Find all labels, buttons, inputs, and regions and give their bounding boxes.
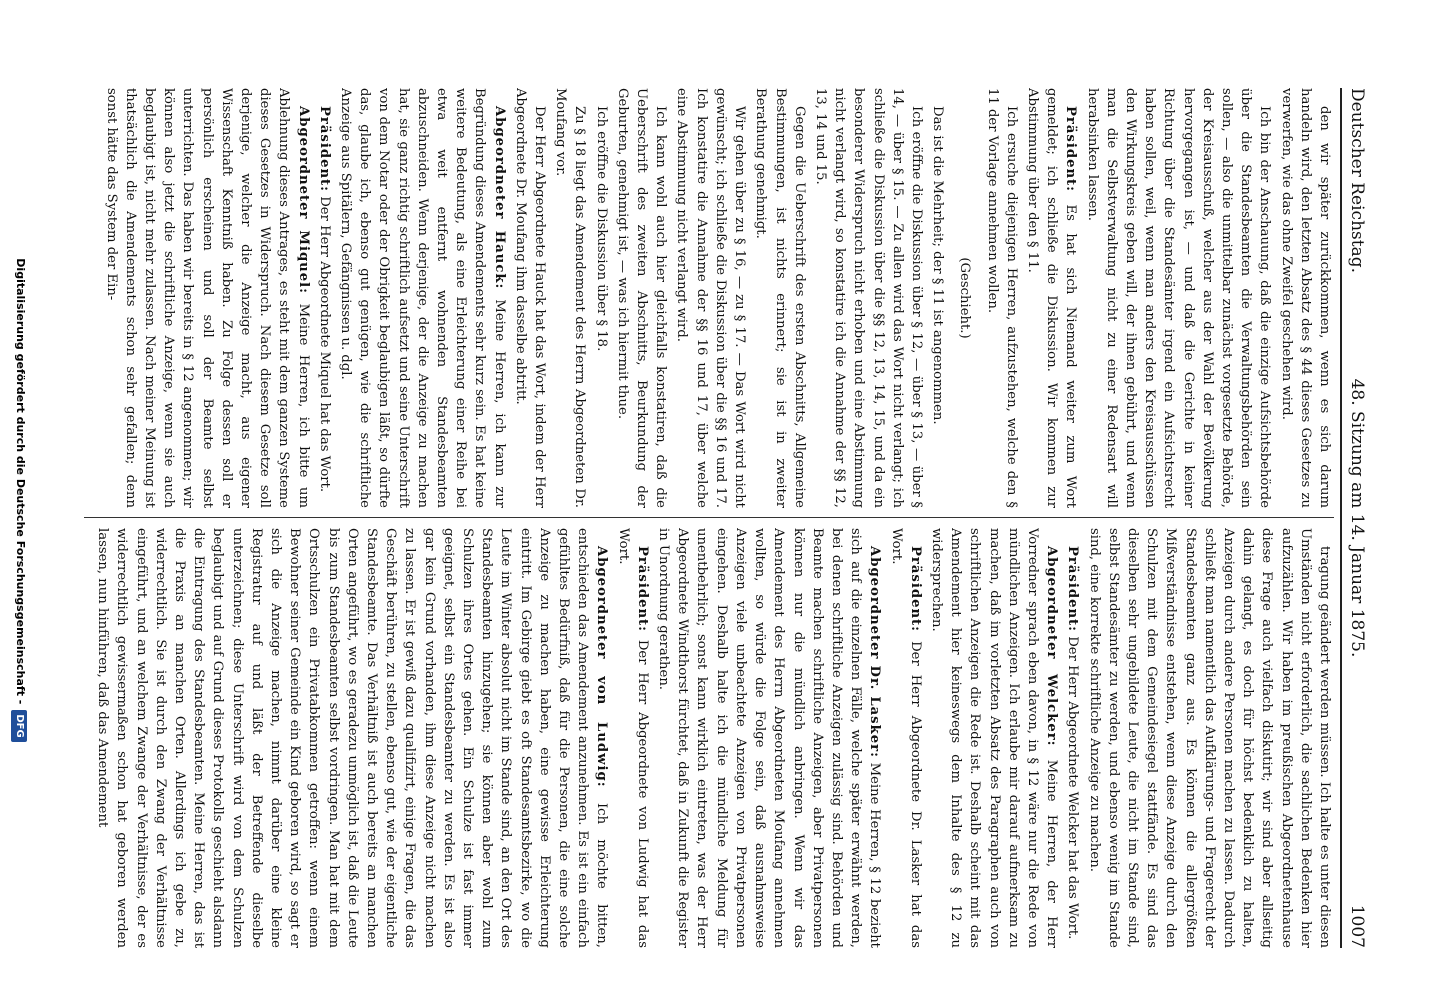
paragraph bbox=[591, 88, 610, 508]
speaker-name: Präsident: bbox=[1065, 546, 1081, 633]
speaker-name: Abgeordneter Miquel: bbox=[295, 106, 311, 295]
paragraph-text: Zu § 18 liegt das Amendement des Herrn Abgeordneten Dr. Moufang vor. bbox=[553, 88, 588, 508]
paragraph bbox=[928, 88, 947, 508]
header-session: 48. Sitzung am 14. Januar 1875. bbox=[1347, 378, 1367, 658]
header-publication: Deutscher Reichstag. bbox=[1347, 88, 1367, 273]
credit-text: Digitalisierung gefördert durch die Deutsche Forschungsgemeinschaft - bbox=[14, 258, 27, 705]
paragraph-text: Das ist die Mehrheit; der § 11 ist angenommen. bbox=[930, 106, 946, 425]
paragraph-text: Der Herr Abgeordnete Hauck hat das Wort, indem der Herr Abgeordnete Dr. Moufang ihm dasselbe abtritt. bbox=[512, 88, 548, 508]
paragraph-text: Ich eröffne die Diskussion über § 18. bbox=[593, 106, 609, 352]
right-text-column bbox=[84, 528, 1334, 948]
paragraph-text: Meine Herren, der Herr Vorredner sprach eben davon, in § 12 wäre nur die Rede von mündlichen Anzeigen. Ich erlaube mir darauf aufmerksam zu machen, daß im vorletzten Absatz des Paragraphen auch von schriftlichen Anzeigen die Rede ist. Deshalb scheint mit das Amendement hier keineswegs dem Inhalte des § 12 zu widersprechen. bbox=[928, 528, 1060, 948]
paragraph-text: Der Herr Abgeordnete Welcker hat das Wort. bbox=[1065, 636, 1081, 940]
speaker-name: Abgeordneter Welcker: bbox=[1044, 546, 1060, 747]
paragraph-text: den wir später zurückkommen, wenn es sich darum handeln wird, den letzten Absatz des § 44 dieses Gesetzes zu verwerfen, wie das ohne Zweifel geschehen wird. bbox=[1278, 88, 1332, 508]
paragraph bbox=[927, 528, 1061, 948]
paragraph-text: Es hat sich Niemand weiter zum Wort gemeldet; ich schließe die Diskussion. Wir kommen zur Abstimmung über den § 11. bbox=[1024, 88, 1079, 508]
paragraph bbox=[1063, 528, 1082, 948]
paragraph-text: Meine Herren, ich kann zur Begründung dieses Amendements sehr kurz sein. Es hat keine weitere Bedeutung, als eine Erleichterung einer Reihe bei etwa weit entfernt wohnenden Standesbeamten abzuschneiden. Wenn derjenige, der die Anzeige zu machen hat, sie ganz richtig schriftlich aufsetzt und seine Unterschrift von dem Notar oder der Obrigkeit beglaubigen läßt, so dürfte das, glaube ich, ebenso gut genügen, wie die schriftliche Anzeige aus Spitälern, Gefängnissen u. dgl. bbox=[338, 88, 507, 508]
paragraph bbox=[1082, 88, 1274, 508]
paragraph bbox=[751, 88, 809, 508]
paragraph bbox=[1023, 88, 1081, 508]
speaker-name: Präsident: bbox=[1063, 106, 1079, 193]
paragraph bbox=[1276, 88, 1334, 508]
column-divider bbox=[84, 517, 1334, 518]
paragraph-text: Ich bin der Anschauung, daß die einzige Aufsichtsbehörde über die Standesbeamten die Verwaltungsbehörden sein sollen, — also die unmittelbar zunächst vorgesetzte Behörde, der Kreisausschuß, welcher aus der Wahl der Bevölkerung hervorgegangen ist, — und daß die Gerichte in keiner Richtung über die Standesämter irgend ein Aufsichtsrecht haben sollen, weil, wenn man anders den Kreisausschüssen den Wirkungskreis geben will, der ihnen gebührt, und wenn man die Selbstverwaltung nicht zu einer Redensart will herabsinken lassen. bbox=[1084, 88, 1273, 508]
dfg-logo: DFG bbox=[11, 710, 27, 741]
speaker-name: Präsident: bbox=[634, 546, 650, 633]
paragraph-text: Der Herr Abgeordnete von Ludwig hat das Wort. bbox=[615, 528, 650, 948]
paragraph bbox=[654, 528, 884, 948]
left-text-column bbox=[84, 88, 1334, 508]
paragraph bbox=[511, 88, 549, 508]
speaker-name: Abgeordneter von Ludwig: bbox=[594, 546, 610, 788]
paragraph bbox=[613, 528, 651, 948]
speaker-name: Abgeordneter Dr. Lasker: bbox=[867, 546, 883, 758]
paragraph bbox=[336, 88, 509, 508]
paragraph-text: Ich möchte bitten, entschieden das Amendement anzunehmen. Es ist ein einfach gefühltes Bedürfniß, daß für die Personen, die eine solche Anzeige zu machen haben, eine gewisse Erleichterung eintritt. Im Gebirge giebt es oft Standesamtsbezirke, wo die Leute im Winter absolut nicht im Stande sind, an den Ort des Standesbeamten hinzugehen; sie können aber wohl zum Schulzen ihres Ortes gehen. Ein Schulze ist fast immer geeignet, selbst ein Standesbeamter zu werden. Es ist also gar kein Grund vorhanden, ihm diese Anzeige nicht machen zu lassen. Er ist gewiß dazu qualifizirt, einige Fragen, die das Geschäft berühren, zu stellen, ebenso gut, wie der eigentliche Standesbeamte. Das Verhältniß ist auch bereits an manchen Orten angeführt, wo es geradezu unmöglich ist, daß die Leute bis zum Standesbeamten selbst vordringen. Man hat mit dem Ortsschulzen ein Privatabkommen getroffen: wenn einem Bewohner seiner Gemeinde ein Kind geboren wird, so sagt er sich die Anzeige machen, nimmt darüber eine kleine Registratur auf und läßt der Betreffende dieselbe unterzeichnen; diese Unterschrift wird von dem Schulzen beglaubigt und auf Grund dieses Protokolls geschieht alsdann die Eintragung des Standesbeamten. Meine Herren, das ist die Praxis an manchen Orten. Allerdings ich gebe zu, widerrechtlich. Sie ist durch den Zwang der Verhältnisse eingeführt, und an welchem Zwange der Verhältnisse, der es widerrechtlich gewissermaßen schon hat geboren werden lassen, nun hinführen, daß das Amendement bbox=[95, 528, 610, 948]
paragraph bbox=[93, 528, 611, 948]
paragraph-text: Meine Herren, § 12 bezieht sich auf die einzelnen Fälle, welche später erwähnt werden, bei denen schriftliche Anzeigen zulässig sind. Behörden und Beamte machen schriftliche Anzeigen, aber Privatpersonen können nur die mündlich anbringen. Wenn wir das Amendement des Herrn Abgeordneten Moufang annehmen wollten, so würde die Folge sein, daß ausnahmsweise Anzeigen viele unbeachtete Anzeigen von Privatpersonen eingehen. Deshalb halte ich die mündliche Meldung für unentbehrlich; sonst kann wirklich eintreten, was der Herr Abgeordnete Windthorst fürchtet, daß in Zukunft die Register in Unordnung gerathen. bbox=[656, 528, 883, 948]
digitization-credit bbox=[12, 30, 28, 970]
paragraph-text: Ich kann wohl auch hier gleichfalls konstatiren, daß die Ueberschrift des zweiten Abschnitts, Beurkundung der Geburten, genehmigt ist, — was ich hiermit thue. bbox=[614, 88, 669, 508]
speaker-name: Präsident: bbox=[316, 106, 332, 193]
paragraph bbox=[982, 88, 1020, 508]
paragraph bbox=[101, 88, 312, 508]
paragraph bbox=[1084, 528, 1334, 948]
header-rule bbox=[1340, 88, 1342, 948]
paragraph bbox=[886, 528, 924, 948]
paragraph bbox=[315, 88, 334, 508]
speaker-name: Präsident: bbox=[907, 546, 923, 633]
paragraph-text: Meine Herren, ich bitte um Ablehnung dieses Antrages, es steht mit dem ganzen Systeme dieses Gesetzes in Widerspruch. Nach diesem Gesetze soll derjenige, welcher die Anzeige macht, aus eigener Wissenschaft Kenntniß haben. Zu Folge dessen soll er persönlich erscheinen und soll der Beamte selbst unterrichten. Das haben wir bereits in § 12 angenommen; wir können also jetzt die schriftliche Anzeige, wenn sie auch beglaubigt ist, nicht mehr zulassen. Nach meiner Meinung ist thatsächlich die Amendements schon sehr gefallen; denn sonst hätte das System der Ein- bbox=[103, 88, 311, 508]
paragraph-text: Der Herr Abgeordnete Dr. Lasker hat das Wort. bbox=[888, 528, 923, 948]
paragraph-text: Ich eröffne die Diskussion über § 12, — über § 13, — über § 14, — über § 15. — Zu allen wird das Wort nicht verlangt; ich schließe die Diskussion über die §§ 12, 13, 14, 15, und da ein besonderer Widerspruch nicht erhoben und eine Abstimmung nicht verlangt wird, so konstatire ich die Annahme der §§ 12, 13, 14 und 15. bbox=[812, 88, 924, 508]
paragraph bbox=[672, 88, 749, 508]
paragraph-text: Gegen die Ueberschrift des ersten Abschnitts, Allgemeine Bestimmungen, ist nichts erinnert; sie ist in zweiter Berathung genehmigt. bbox=[753, 88, 807, 508]
paragraph bbox=[551, 88, 589, 508]
paragraph-text: tragung geändert werden müssen. Ich halte es unter diesen Umständen nicht erforderlich, die sachlichen Bedenken hier aufzuzählen. Wir haben im preußischen Abgeordnetenhause diese Frage auch vielfach diskutirt; wir sind aber allseitig dahin gelangt, es doch für höchst bedenklich zu halten, Anzeigen durch andere Personen machen zu lassen. Dadurch schließt man namentlich das Aufklärungs- und Fragerecht der Standesbeamten ganz aus. Es können die allergrößten Mißverständnisse entstehen, wenn diese Anzeige durch den Schulzen mit dem Gemeindesiegel stattfände. Es sind das dieselben sehr ungebildete Leute, die nicht im Stande sind, selbst Standesämter zu werden, und ebenso wenig im Stande sind, eine korrekte schriftliche Anzeige zu machen. bbox=[1086, 528, 1332, 948]
speaker-name: Abgeordneter Hauck: bbox=[491, 106, 507, 290]
paragraph-text: Wir gehen über zu § 16, — zu § 17. — Das Wort wird nicht gewünscht; ich schließe die Diskussion über die §§ 16 und 17. Ich konstatire die Annahme der §§ 16 und 17, über welche eine Abstimmung nicht verlangt wird. bbox=[674, 88, 748, 508]
paragraph-text: Der Herr Abgeordnete Miquel hat das Wort. bbox=[316, 196, 332, 493]
page-header bbox=[1344, 88, 1370, 948]
paragraph bbox=[613, 88, 671, 508]
paragraph-text: Ich ersuche diejenigen Herren, aufzustehen, welche den § 11 der Vorlage annehmen wollen. bbox=[984, 88, 1019, 508]
paragraph bbox=[811, 88, 926, 508]
page-number: 1007 bbox=[1347, 904, 1367, 948]
paragraph: (Geschieht.) bbox=[957, 257, 973, 339]
